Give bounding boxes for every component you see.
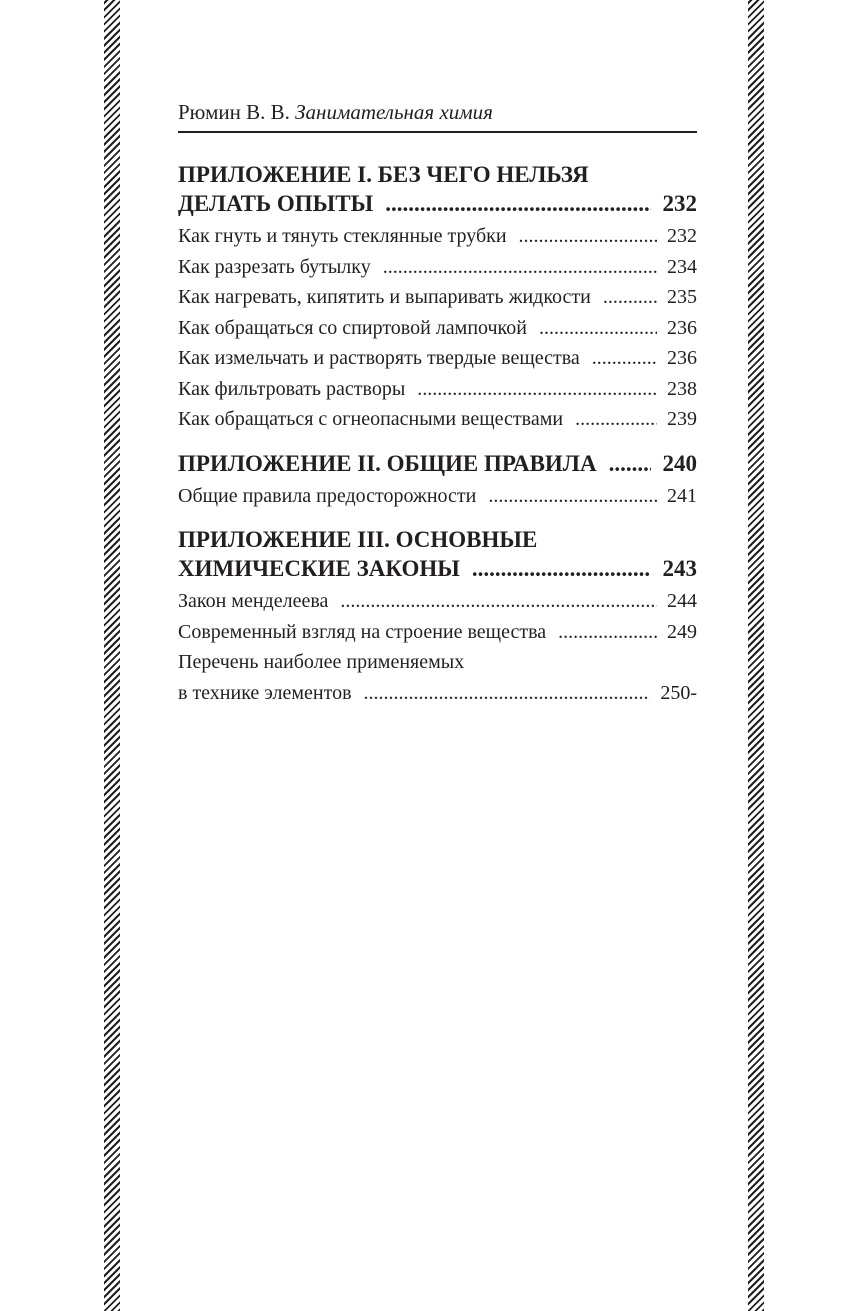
toc-entry[interactable] — [178, 617, 697, 648]
section-title[interactable] — [178, 525, 697, 583]
page-number: 244 — [667, 590, 697, 612]
entry-title: Как гнуть и тянуть стеклянные трубки — [178, 225, 507, 247]
section-title-line: ПРИЛОЖЕНИЕ I. БЕЗ ЧЕГО НЕЛЬЗЯ — [178, 162, 589, 187]
dot-leader — [603, 282, 657, 313]
section-title-line-with-page — [178, 189, 697, 218]
toc-entry[interactable] — [178, 343, 697, 374]
toc-entry[interactable] — [178, 252, 697, 283]
left-decorative-border — [104, 0, 120, 1311]
toc-entry[interactable] — [178, 481, 697, 512]
page-number: 235 — [667, 286, 697, 308]
page-number: 249 — [667, 620, 697, 643]
dot-leader — [558, 617, 657, 648]
running-head — [178, 100, 493, 125]
dot-leader — [592, 343, 657, 374]
page-number: 234 — [667, 255, 697, 278]
section-title-line: ДЕЛАТЬ ОПЫТЫ — [178, 191, 374, 216]
toc-section-appendix-2 — [178, 449, 697, 512]
dot-leader — [385, 189, 651, 218]
entry-title: Как измельчать и растворять твердые вещества — [178, 347, 580, 369]
section-title[interactable] — [178, 160, 697, 218]
page-number: 238 — [667, 377, 697, 400]
toc-entry[interactable] — [178, 221, 697, 252]
page-number: 232 — [667, 225, 697, 247]
entry-title: Как фильтровать растворы — [178, 377, 406, 400]
section-title-line: ПРИЛОЖЕНИЕ III. ОСНОВНЫЕ — [178, 527, 538, 552]
section-title-line-with-page — [178, 554, 697, 583]
entry-title-line: Перечень наиболее применяемых — [178, 651, 465, 673]
entry-title: в технике элементов — [178, 681, 352, 704]
dot-leader — [575, 404, 657, 435]
section-title[interactable] — [178, 449, 697, 478]
dot-leader — [519, 221, 657, 252]
page-number: 240 — [662, 450, 697, 476]
dot-leader — [417, 374, 657, 405]
entry-title: Как разрезать бутылку — [178, 255, 371, 278]
entry-title: Общие правила предосторожности — [178, 484, 477, 507]
page-number: 250- — [660, 681, 697, 704]
entry-title: Закон менделеева — [178, 590, 329, 612]
toc-section-appendix-1 — [178, 160, 697, 435]
toc-entry[interactable] — [178, 404, 697, 435]
entry-title: Современный взгляд на строение вещества — [178, 620, 547, 643]
entry-title: Как обращаться со спиртовой лампочкой — [178, 316, 527, 339]
page-number: 236 — [667, 316, 697, 339]
entry-title-line-with-page — [178, 678, 697, 709]
table-of-contents — [178, 160, 697, 722]
section-title-line: ПРИЛОЖЕНИЕ II. ОБЩИЕ ПРАВИЛА — [178, 450, 597, 476]
dot-leader — [609, 449, 651, 478]
book-title: Занимательная химия — [295, 100, 493, 124]
dot-leader — [539, 313, 657, 344]
header-rule — [178, 131, 697, 133]
author-name: Рюмин В. В. — [178, 100, 290, 124]
toc-entry[interactable] — [178, 374, 697, 405]
toc-section-appendix-3 — [178, 525, 697, 708]
page-number: 243 — [662, 556, 697, 581]
toc-entry[interactable] — [178, 647, 697, 708]
dot-leader — [364, 678, 651, 709]
section-title-line: ХИМИЧЕСКИЕ ЗАКОНЫ — [178, 556, 460, 581]
page-number: 232 — [662, 191, 697, 216]
dot-leader — [472, 554, 651, 583]
page-number: 239 — [667, 408, 697, 430]
entry-title: Как обращаться с огнеопасными веществами — [178, 408, 564, 430]
dot-leader — [340, 586, 657, 617]
dot-leader — [488, 481, 657, 512]
page-number: 236 — [667, 347, 697, 369]
page-number: 241 — [667, 484, 697, 507]
right-decorative-border — [748, 0, 764, 1311]
toc-entry[interactable] — [178, 282, 697, 313]
toc-entry[interactable] — [178, 586, 697, 617]
toc-entry[interactable] — [178, 313, 697, 344]
dot-leader — [383, 252, 657, 283]
entry-title: Как нагревать, кипятить и выпаривать жидкости — [178, 286, 591, 308]
